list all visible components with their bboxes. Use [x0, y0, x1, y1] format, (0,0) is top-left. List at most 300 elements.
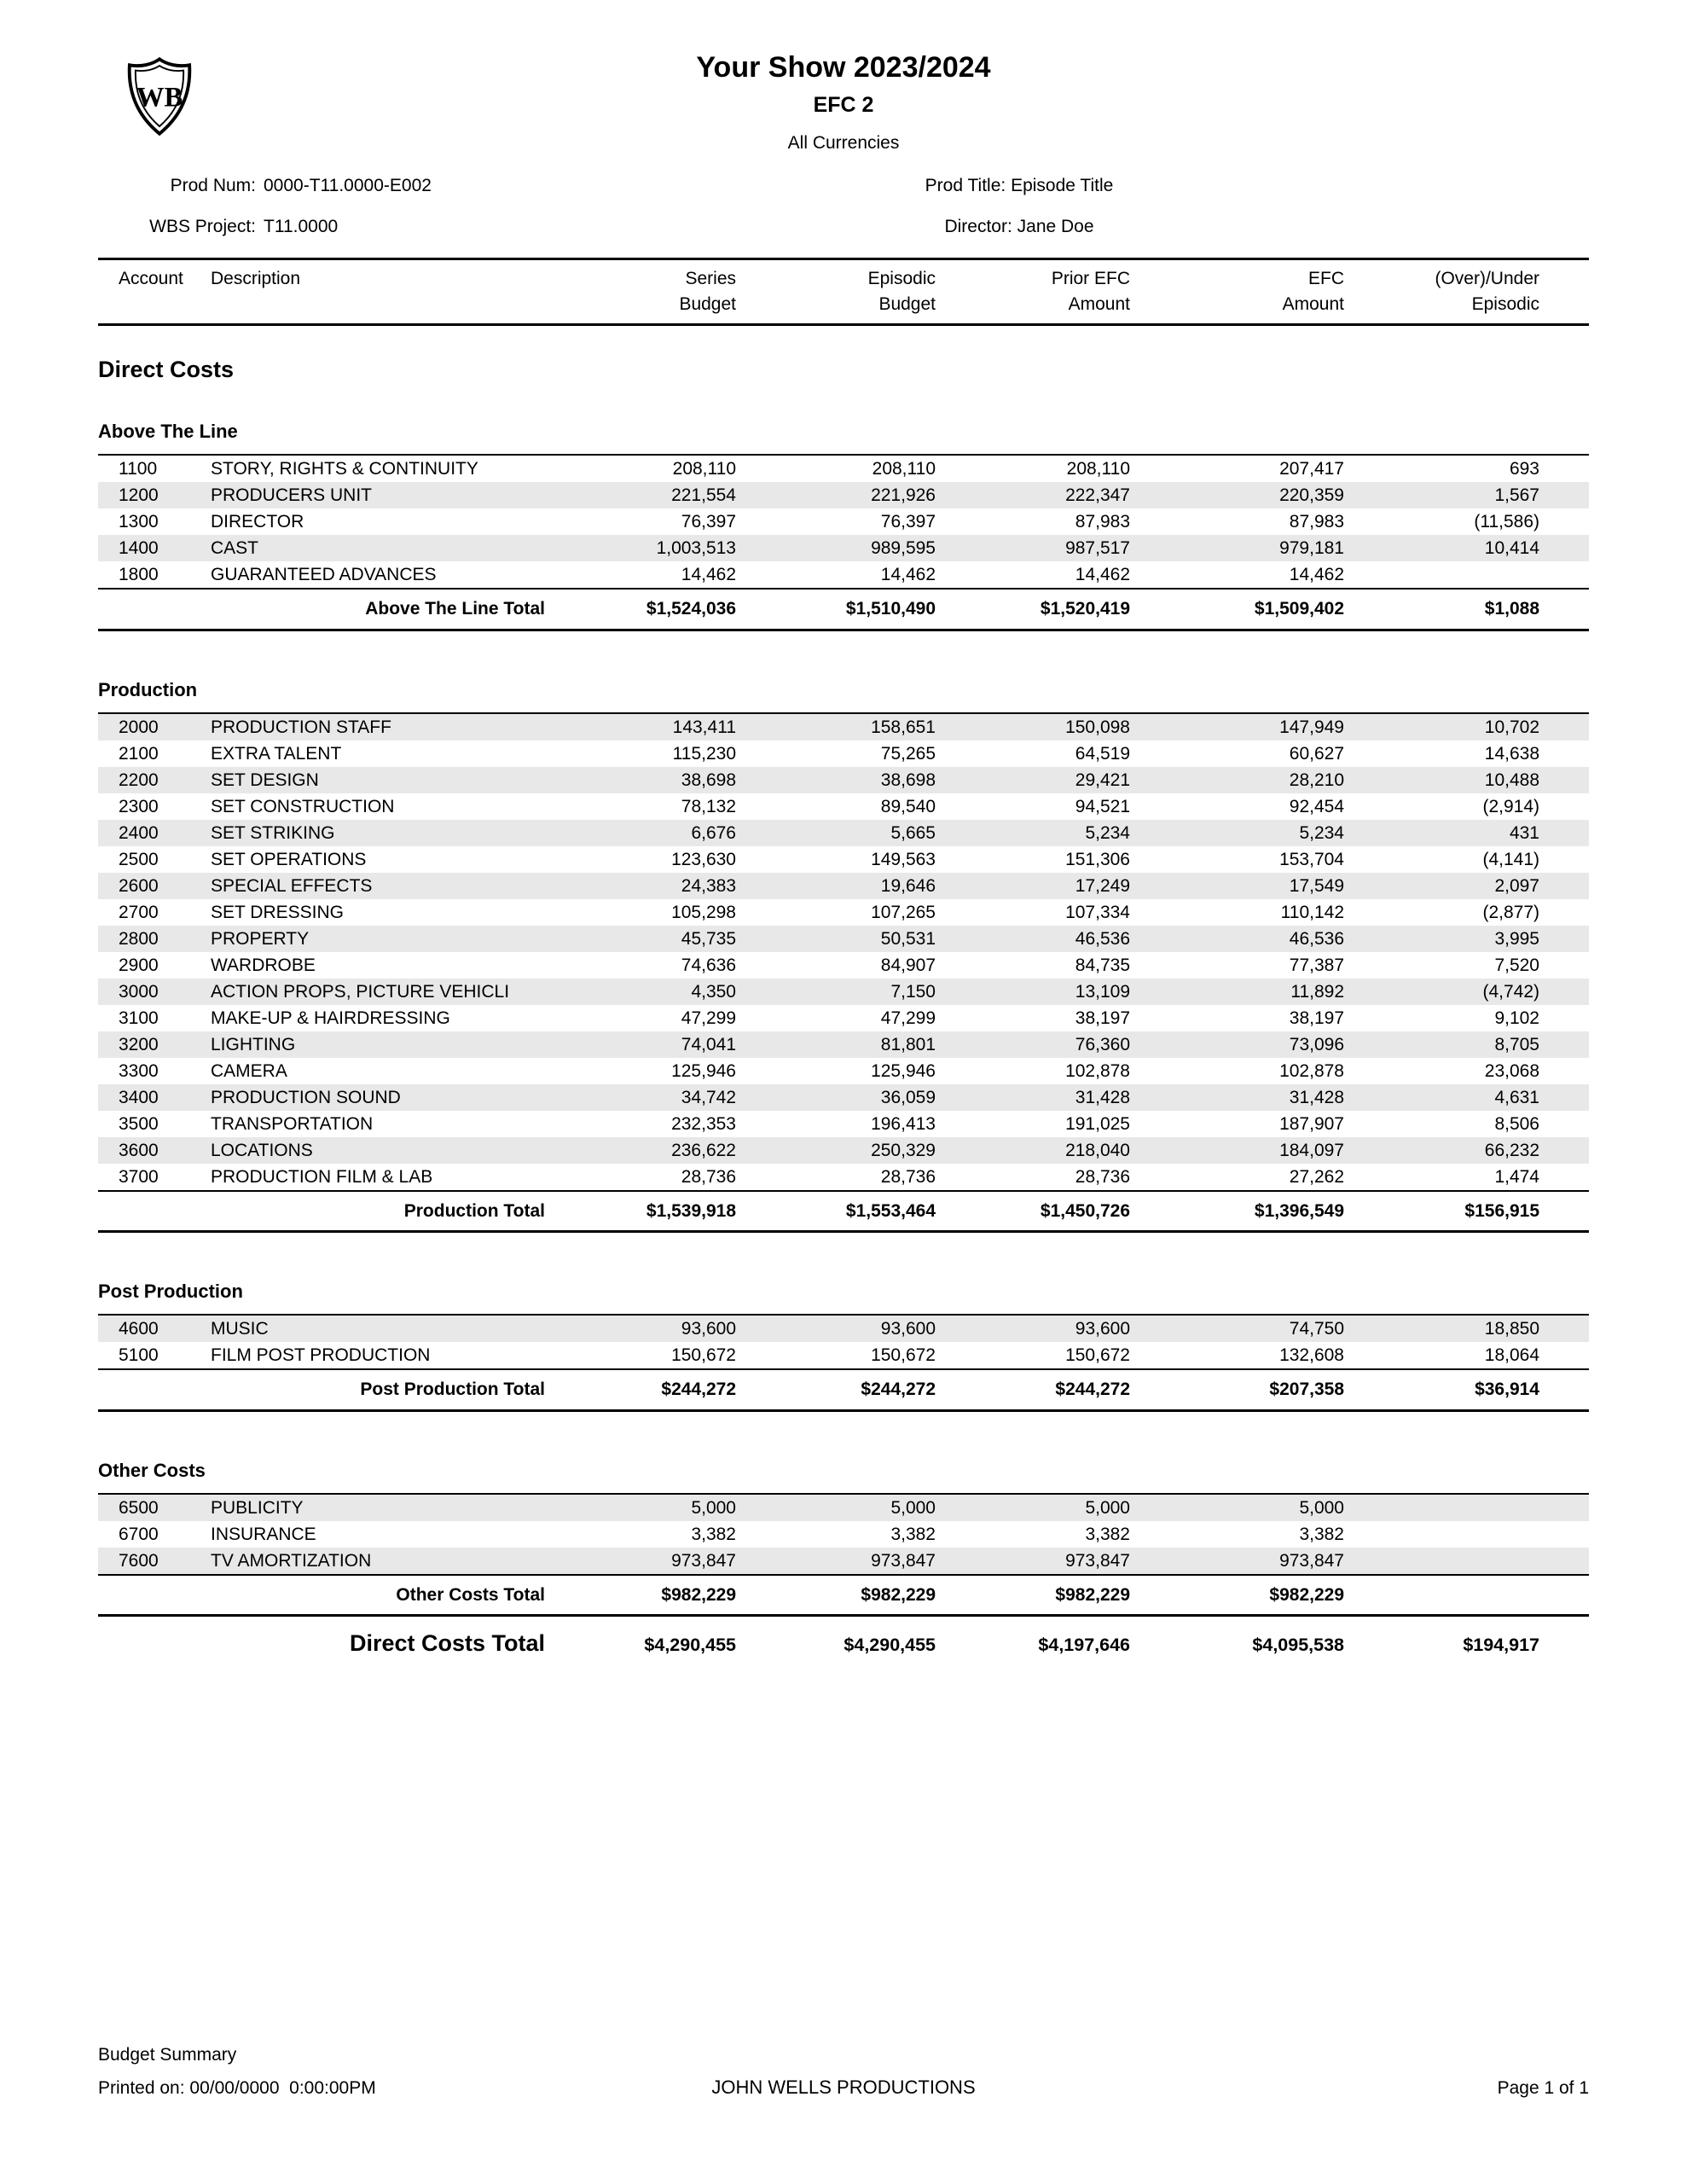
- episodic-budget: 36,059: [743, 1084, 942, 1111]
- prior-efc-amount: 5,234: [942, 820, 1137, 846]
- prior-efc-total: $244,272: [942, 1369, 1137, 1410]
- grand-total-table: [98, 1617, 1589, 1662]
- account-number: 3200: [98, 1031, 209, 1058]
- over-under-total: [1351, 1575, 1589, 1616]
- over-under-episodic: [1351, 1494, 1589, 1521]
- episodic-budget: 250,329: [743, 1137, 942, 1164]
- over-under-episodic: 431: [1351, 820, 1589, 846]
- prior-efc-amount: 17,249: [942, 873, 1137, 899]
- account-number: 5100: [119, 1345, 159, 1365]
- efc-amount: 207,417: [1279, 459, 1344, 479]
- episodic-budget-total: $982,229: [743, 1575, 942, 1616]
- efc-amount: 187,907: [1279, 1113, 1344, 1134]
- series-budget: 208,110: [672, 459, 736, 479]
- account-number: 2400: [98, 820, 209, 846]
- account-number: 3000: [98, 979, 209, 1005]
- director-label: Director:: [944, 217, 1012, 236]
- episodic-budget: 93,600: [743, 1315, 942, 1342]
- series-budget: 125,946: [671, 1060, 736, 1081]
- grand-total-label: Direct Costs Total: [349, 1630, 546, 1656]
- report-footer: [98, 2045, 1589, 2099]
- efc-amount: 60,627: [1289, 743, 1344, 764]
- account-number: 3300: [119, 1060, 159, 1081]
- info-row-1: [98, 172, 1589, 200]
- series-budget: 6,676: [554, 820, 743, 846]
- account-number: 2800: [98, 926, 209, 952]
- column-header-row-1: [98, 259, 1589, 293]
- efc-total: $207,358: [1137, 1369, 1351, 1410]
- prior-efc-amount: 64,519: [1075, 743, 1130, 764]
- account-description: PROPERTY: [209, 926, 554, 952]
- episodic-budget: 221,926: [743, 482, 942, 508]
- episodic-budget: 47,299: [880, 1008, 936, 1028]
- account-number: 2200: [98, 767, 209, 793]
- series-budget: 93,600: [554, 1315, 743, 1342]
- prior-efc-amount: 14,462: [1075, 565, 1130, 584]
- episodic-budget: 107,265: [871, 902, 936, 922]
- series-budget: 14,462: [681, 565, 736, 584]
- series-budget: 28,736: [681, 1166, 736, 1187]
- section-total-row: [98, 1369, 1589, 1410]
- account-row: [98, 1164, 1589, 1191]
- account-number: 3500: [119, 1113, 159, 1134]
- account-row: [98, 741, 1589, 767]
- account-row: [98, 1111, 1589, 1137]
- account-number: 3400: [98, 1084, 209, 1111]
- account-row: [98, 846, 1589, 873]
- episodic-budget: 50,531: [743, 926, 942, 952]
- prod-num-value: 0000-T11.0000-E002: [264, 176, 432, 195]
- account-number: 3100: [119, 1008, 159, 1028]
- account-description: SET OPERATIONS: [211, 849, 367, 869]
- prod-title-label: Prod Title:: [925, 176, 1006, 195]
- account-row: [98, 508, 1589, 535]
- episodic-budget: 5,665: [743, 820, 942, 846]
- efc-amount: 5,234: [1137, 820, 1351, 846]
- account-number: 2100: [119, 743, 159, 764]
- account-row: [98, 455, 1589, 482]
- section-heading: Other Costs: [98, 1459, 206, 1481]
- col-series-budget: Series: [685, 269, 736, 288]
- efc-amount: 132,608: [1279, 1345, 1344, 1365]
- account-description: TRANSPORTATION: [211, 1113, 374, 1134]
- account-number: 1400: [98, 535, 209, 561]
- efc-amount: 46,536: [1137, 926, 1351, 952]
- prior-efc-amount: 38,197: [1075, 1008, 1130, 1028]
- grand-total-prior: $4,197,646: [1038, 1635, 1131, 1655]
- section-heading: Above The Line: [98, 421, 238, 442]
- currencies-label: All Currencies: [787, 133, 900, 153]
- efc-total: $982,229: [1137, 1575, 1351, 1616]
- series-budget-total: $982,229: [554, 1575, 743, 1616]
- account-row: [98, 952, 1589, 979]
- series-budget: 45,735: [554, 926, 743, 952]
- efc-amount: 102,878: [1279, 1060, 1344, 1081]
- col-efc: EFC: [1308, 269, 1344, 288]
- prod-num-label: Prod Num:: [170, 176, 256, 195]
- grand-total-episodic: $4,290,455: [844, 1635, 936, 1655]
- episodic-budget: 125,946: [871, 1060, 936, 1081]
- account-description: WARDROBE: [211, 955, 316, 975]
- efc-amount: 92,454: [1289, 796, 1344, 816]
- account-description: STORY, RIGHTS & CONTINUITY: [211, 459, 478, 479]
- series-budget: 150,672: [671, 1345, 736, 1365]
- col-account: Account: [119, 269, 183, 288]
- account-description: PRODUCTION STAFF: [209, 713, 554, 741]
- wbs-project-value: T11.0000: [264, 217, 339, 236]
- section-heading: Production: [98, 678, 198, 700]
- prior-efc-amount: 987,517: [942, 535, 1137, 561]
- account-description: MUSIC: [209, 1315, 554, 1342]
- account-number: 6500: [98, 1494, 209, 1521]
- prior-efc-amount: 3,382: [1085, 1524, 1130, 1544]
- printed-on: Printed on: 00/00/0000 0:00:00PM: [98, 2078, 376, 2098]
- over-under-total: $36,914: [1351, 1369, 1589, 1410]
- episodic-budget: 14,462: [880, 565, 936, 584]
- account-description: GUARANTEED ADVANCES: [211, 565, 437, 584]
- column-header: [98, 258, 1589, 326]
- series-budget: 143,411: [554, 713, 743, 741]
- grand-total-series: $4,290,455: [644, 1635, 737, 1655]
- episodic-budget: 3,382: [890, 1524, 936, 1544]
- production-info: [98, 172, 1589, 241]
- wbs-project-label: WBS Project:: [149, 217, 256, 236]
- series-budget: 221,554: [554, 482, 743, 508]
- wbs-project-line: [98, 213, 746, 241]
- series-budget: 1,003,513: [554, 535, 743, 561]
- account-description: CAST: [209, 535, 554, 561]
- account-number: 2500: [119, 849, 159, 869]
- director-line: [746, 213, 1292, 241]
- wb-shield-icon: [126, 56, 193, 136]
- col-episodic-budget-l2: Budget: [878, 294, 936, 314]
- prior-efc-amount: 5,000: [942, 1494, 1137, 1521]
- account-row: [98, 926, 1589, 952]
- efc-amount: 153,704: [1279, 849, 1344, 869]
- series-budget: 115,230: [672, 743, 736, 764]
- series-budget: 123,630: [671, 849, 736, 869]
- episodic-budget: 38,698: [743, 767, 942, 793]
- over-under-episodic: 4,631: [1351, 1084, 1589, 1111]
- account-row: [98, 1342, 1589, 1369]
- efc-total: $1,396,549: [1137, 1191, 1351, 1232]
- over-under-episodic: [1351, 1548, 1589, 1575]
- director-value: Jane Doe: [1017, 217, 1094, 236]
- prior-efc-amount: 102,878: [1065, 1060, 1130, 1081]
- efc-amount: 27,262: [1289, 1166, 1344, 1187]
- account-description: LOCATIONS: [209, 1137, 554, 1164]
- series-budget-total: $1,524,036: [554, 589, 743, 630]
- account-row: [98, 873, 1589, 899]
- prior-efc-amount: 76,360: [942, 1031, 1137, 1058]
- prior-efc-amount: 191,025: [1065, 1113, 1130, 1134]
- account-number: 3600: [98, 1137, 209, 1164]
- efc-amount: 28,210: [1137, 767, 1351, 793]
- account-row: [98, 535, 1589, 561]
- account-row: [98, 1058, 1589, 1084]
- account-row: [98, 820, 1589, 846]
- report-title: Your Show 2023/2024: [696, 51, 991, 84]
- wb-logo: [126, 56, 193, 136]
- col-series-budget-l2: Budget: [679, 294, 736, 314]
- section-total-label: Post Production Total: [98, 1369, 554, 1410]
- over-under-episodic: 10,702: [1351, 713, 1589, 741]
- episodic-budget: 989,595: [743, 535, 942, 561]
- prior-efc-amount: 973,847: [942, 1548, 1137, 1575]
- account-number: 1200: [98, 482, 209, 508]
- account-row: [98, 1494, 1589, 1521]
- efc-amount: 38,197: [1289, 1008, 1344, 1028]
- episodic-budget: 149,563: [871, 849, 936, 869]
- info-row-2: [98, 213, 1589, 241]
- over-under-episodic: (4,742): [1351, 979, 1589, 1005]
- prior-efc-amount: 87,983: [1075, 512, 1130, 531]
- over-under-episodic: 10,488: [1351, 767, 1589, 793]
- prod-title-value: Episode Title: [1011, 176, 1114, 195]
- efc-amount: 73,096: [1137, 1031, 1351, 1058]
- account-number: 2000: [98, 713, 209, 741]
- section-total-row: [98, 1191, 1589, 1232]
- prior-efc-total: $1,450,726: [942, 1191, 1137, 1232]
- prod-num-line: [98, 172, 746, 200]
- section-total-label: Production Total: [98, 1191, 554, 1232]
- over-under-episodic: 18,850: [1351, 1315, 1589, 1342]
- over-under-episodic: 3,995: [1351, 926, 1589, 952]
- prod-title-line: [746, 172, 1292, 200]
- column-header-row-2: [98, 292, 1589, 325]
- efc-amount: 31,428: [1137, 1084, 1351, 1111]
- budget-sections: [98, 421, 1589, 1617]
- direct-costs-heading: Direct Costs: [98, 357, 235, 382]
- episodic-budget: 150,672: [871, 1345, 936, 1365]
- efc-amount: 184,097: [1137, 1137, 1351, 1164]
- account-row: [98, 1548, 1589, 1575]
- account-number: 2300: [119, 796, 159, 816]
- account-row: [98, 561, 1589, 589]
- prior-efc-amount: 208,110: [1066, 459, 1130, 479]
- efc-amount: 14,462: [1289, 565, 1344, 584]
- series-budget: 76,397: [681, 512, 736, 531]
- over-under-episodic: 7,520: [1494, 955, 1539, 975]
- account-row: [98, 1137, 1589, 1164]
- account-description: PRODUCERS UNIT: [209, 482, 554, 508]
- account-number: 4600: [98, 1315, 209, 1342]
- section-total-row: [98, 1575, 1589, 1616]
- over-under-episodic: (2,914): [1482, 796, 1539, 816]
- account-description: TV AMORTIZATION: [209, 1548, 554, 1575]
- footer-line: [98, 2077, 1589, 2099]
- account-description: LIGHTING: [209, 1031, 554, 1058]
- account-row: [98, 1315, 1589, 1342]
- over-under-episodic: 693: [1509, 459, 1539, 479]
- over-under-episodic: 1,567: [1351, 482, 1589, 508]
- episodic-budget: 76,397: [880, 512, 936, 531]
- efc-amount: 220,359: [1137, 482, 1351, 508]
- series-budget: 973,847: [554, 1548, 743, 1575]
- prior-efc-amount: 218,040: [942, 1137, 1137, 1164]
- report-subtitle: EFC 2: [813, 93, 874, 117]
- series-budget: 24,383: [554, 873, 743, 899]
- over-under-total: $1,088: [1351, 589, 1589, 630]
- series-budget: 232,353: [671, 1113, 736, 1134]
- account-row: [98, 979, 1589, 1005]
- episodic-budget-total: $244,272: [743, 1369, 942, 1410]
- over-under-episodic: (11,586): [1474, 512, 1539, 531]
- prior-efc-amount: 222,347: [942, 482, 1137, 508]
- prior-efc-amount: 29,421: [942, 767, 1137, 793]
- series-budget: 34,742: [554, 1084, 743, 1111]
- over-under-episodic: 8,705: [1351, 1031, 1589, 1058]
- account-number: 6700: [119, 1524, 159, 1544]
- grand-total-efc: $4,095,538: [1252, 1635, 1345, 1655]
- series-budget: 78,132: [681, 796, 736, 816]
- over-under-episodic: (4,141): [1482, 849, 1539, 869]
- over-under-episodic: 66,232: [1351, 1137, 1589, 1164]
- prior-efc-total: $1,520,419: [942, 589, 1137, 630]
- episodic-budget: 158,651: [743, 713, 942, 741]
- over-under-episodic: 2,097: [1351, 873, 1589, 899]
- section-table: [98, 1493, 1589, 1618]
- account-number: 3700: [119, 1166, 159, 1187]
- col-over-under-l2: Episodic: [1471, 294, 1539, 314]
- prior-efc-amount: 28,736: [1075, 1166, 1130, 1187]
- col-prior-efc: Prior EFC: [1051, 269, 1130, 288]
- series-budget: 105,298: [671, 902, 736, 922]
- efc-amount: 147,949: [1137, 713, 1351, 741]
- section-table: [98, 454, 1589, 631]
- account-description: ACTION PROPS, PICTURE VEHICLI: [209, 979, 554, 1005]
- efc-amount: 5,000: [1137, 1494, 1351, 1521]
- prior-efc-amount: 94,521: [1075, 796, 1130, 816]
- section-total-label: Above The Line Total: [98, 589, 554, 630]
- section-heading: Post Production: [98, 1281, 243, 1302]
- series-budget: 47,299: [681, 1008, 736, 1028]
- efc-amount: 74,750: [1137, 1315, 1351, 1342]
- series-budget: 74,041: [554, 1031, 743, 1058]
- col-episodic-budget: Episodic: [867, 269, 936, 288]
- col-description: Description: [211, 269, 301, 288]
- account-row: [98, 899, 1589, 926]
- account-description: EXTRA TALENT: [211, 743, 342, 764]
- episodic-budget: 19,646: [743, 873, 942, 899]
- prior-efc-amount: 150,672: [1065, 1345, 1130, 1365]
- episodic-budget: 75,265: [880, 743, 936, 764]
- account-description: DIRECTOR: [211, 512, 304, 531]
- episodic-budget: 84,907: [880, 955, 936, 975]
- over-under-episodic: 23,068: [1484, 1060, 1539, 1081]
- account-number: 2600: [98, 873, 209, 899]
- efc-amount: 110,142: [1280, 902, 1344, 922]
- account-description: SET DESIGN: [209, 767, 554, 793]
- over-under-total: $156,915: [1351, 1191, 1589, 1232]
- grand-total-row: [98, 1617, 1589, 1662]
- col-prior-efc-l2: Amount: [1068, 294, 1130, 314]
- account-description: SPECIAL EFFECTS: [209, 873, 554, 899]
- episodic-budget-total: $1,510,490: [743, 589, 942, 630]
- account-number: 2900: [119, 955, 159, 975]
- section-total-label: Other Costs Total: [98, 1575, 554, 1616]
- col-over-under: (Over)/Under: [1435, 269, 1539, 288]
- efc-amount: 11,892: [1137, 979, 1351, 1005]
- col-efc-l2: Amount: [1282, 294, 1344, 314]
- over-under-episodic: 9,102: [1494, 1008, 1539, 1028]
- account-description: PUBLICITY: [209, 1494, 554, 1521]
- series-budget: 4,350: [554, 979, 743, 1005]
- efc-total: $1,509,402: [1137, 589, 1351, 630]
- account-description: INSURANCE: [211, 1524, 316, 1544]
- account-row: [98, 482, 1589, 508]
- efc-amount: 17,549: [1137, 873, 1351, 899]
- episodic-budget: 5,000: [743, 1494, 942, 1521]
- section-table: [98, 1314, 1589, 1412]
- over-under-episodic: [1351, 1521, 1589, 1548]
- series-budget: 5,000: [554, 1494, 743, 1521]
- episodic-budget: 81,801: [743, 1031, 942, 1058]
- episodic-budget: 7,150: [743, 979, 942, 1005]
- over-under-episodic: (2,877): [1482, 902, 1539, 922]
- efc-amount: 77,387: [1289, 955, 1344, 975]
- grand-total-over: $194,917: [1463, 1635, 1540, 1655]
- prior-efc-amount: 151,306: [1065, 849, 1130, 869]
- account-row: [98, 1521, 1589, 1548]
- company-name: JOHN WELLS PRODUCTIONS: [711, 2077, 976, 2098]
- page-number: Page 1 of 1: [1497, 2078, 1589, 2098]
- report-name: Budget Summary: [98, 2045, 237, 2065]
- prior-efc-amount: 31,428: [942, 1084, 1137, 1111]
- account-row: [98, 793, 1589, 820]
- account-description: FILM POST PRODUCTION: [211, 1345, 431, 1365]
- account-number: 1800: [119, 565, 159, 584]
- series-budget-total: $244,272: [554, 1369, 743, 1410]
- series-budget-total: $1,539,918: [554, 1191, 743, 1232]
- series-budget: 74,636: [681, 955, 736, 975]
- prior-efc-amount: 46,536: [942, 926, 1137, 952]
- section-total-row: [98, 589, 1589, 630]
- account-row: [98, 1005, 1589, 1031]
- account-description: SET CONSTRUCTION: [211, 796, 395, 816]
- efc-amount: 87,983: [1289, 512, 1344, 531]
- over-under-episodic: 10,414: [1351, 535, 1589, 561]
- section-table: [98, 712, 1589, 1234]
- episodic-budget-total: $1,553,464: [743, 1191, 942, 1232]
- series-budget: 38,698: [554, 767, 743, 793]
- series-budget: 236,622: [554, 1137, 743, 1164]
- episodic-budget: 89,540: [880, 796, 936, 816]
- prior-efc-amount: 150,098: [942, 713, 1137, 741]
- account-number: 2700: [119, 902, 159, 922]
- episodic-budget: 973,847: [743, 1548, 942, 1575]
- prior-efc-amount: 107,334: [1065, 902, 1130, 922]
- efc-amount: 973,847: [1137, 1548, 1351, 1575]
- prior-efc-amount: 84,735: [1075, 955, 1130, 975]
- account-number: 1300: [119, 512, 159, 531]
- series-budget: 3,382: [691, 1524, 736, 1544]
- account-row: [98, 1031, 1589, 1058]
- account-number: 7600: [98, 1548, 209, 1575]
- account-row: [98, 713, 1589, 741]
- account-description: SET DRESSING: [211, 902, 344, 922]
- account-row: [98, 767, 1589, 793]
- account-description: MAKE-UP & HAIRDRESSING: [211, 1008, 450, 1028]
- prior-efc-amount: 93,600: [942, 1315, 1137, 1342]
- over-under-episodic: [1351, 561, 1589, 589]
- prior-efc-amount: 13,109: [942, 979, 1137, 1005]
- account-description: CAMERA: [211, 1060, 287, 1081]
- over-under-episodic: 14,638: [1484, 743, 1539, 764]
- account-description: PRODUCTION SOUND: [209, 1084, 554, 1111]
- account-row: [98, 1084, 1589, 1111]
- over-under-episodic: 8,506: [1494, 1113, 1539, 1134]
